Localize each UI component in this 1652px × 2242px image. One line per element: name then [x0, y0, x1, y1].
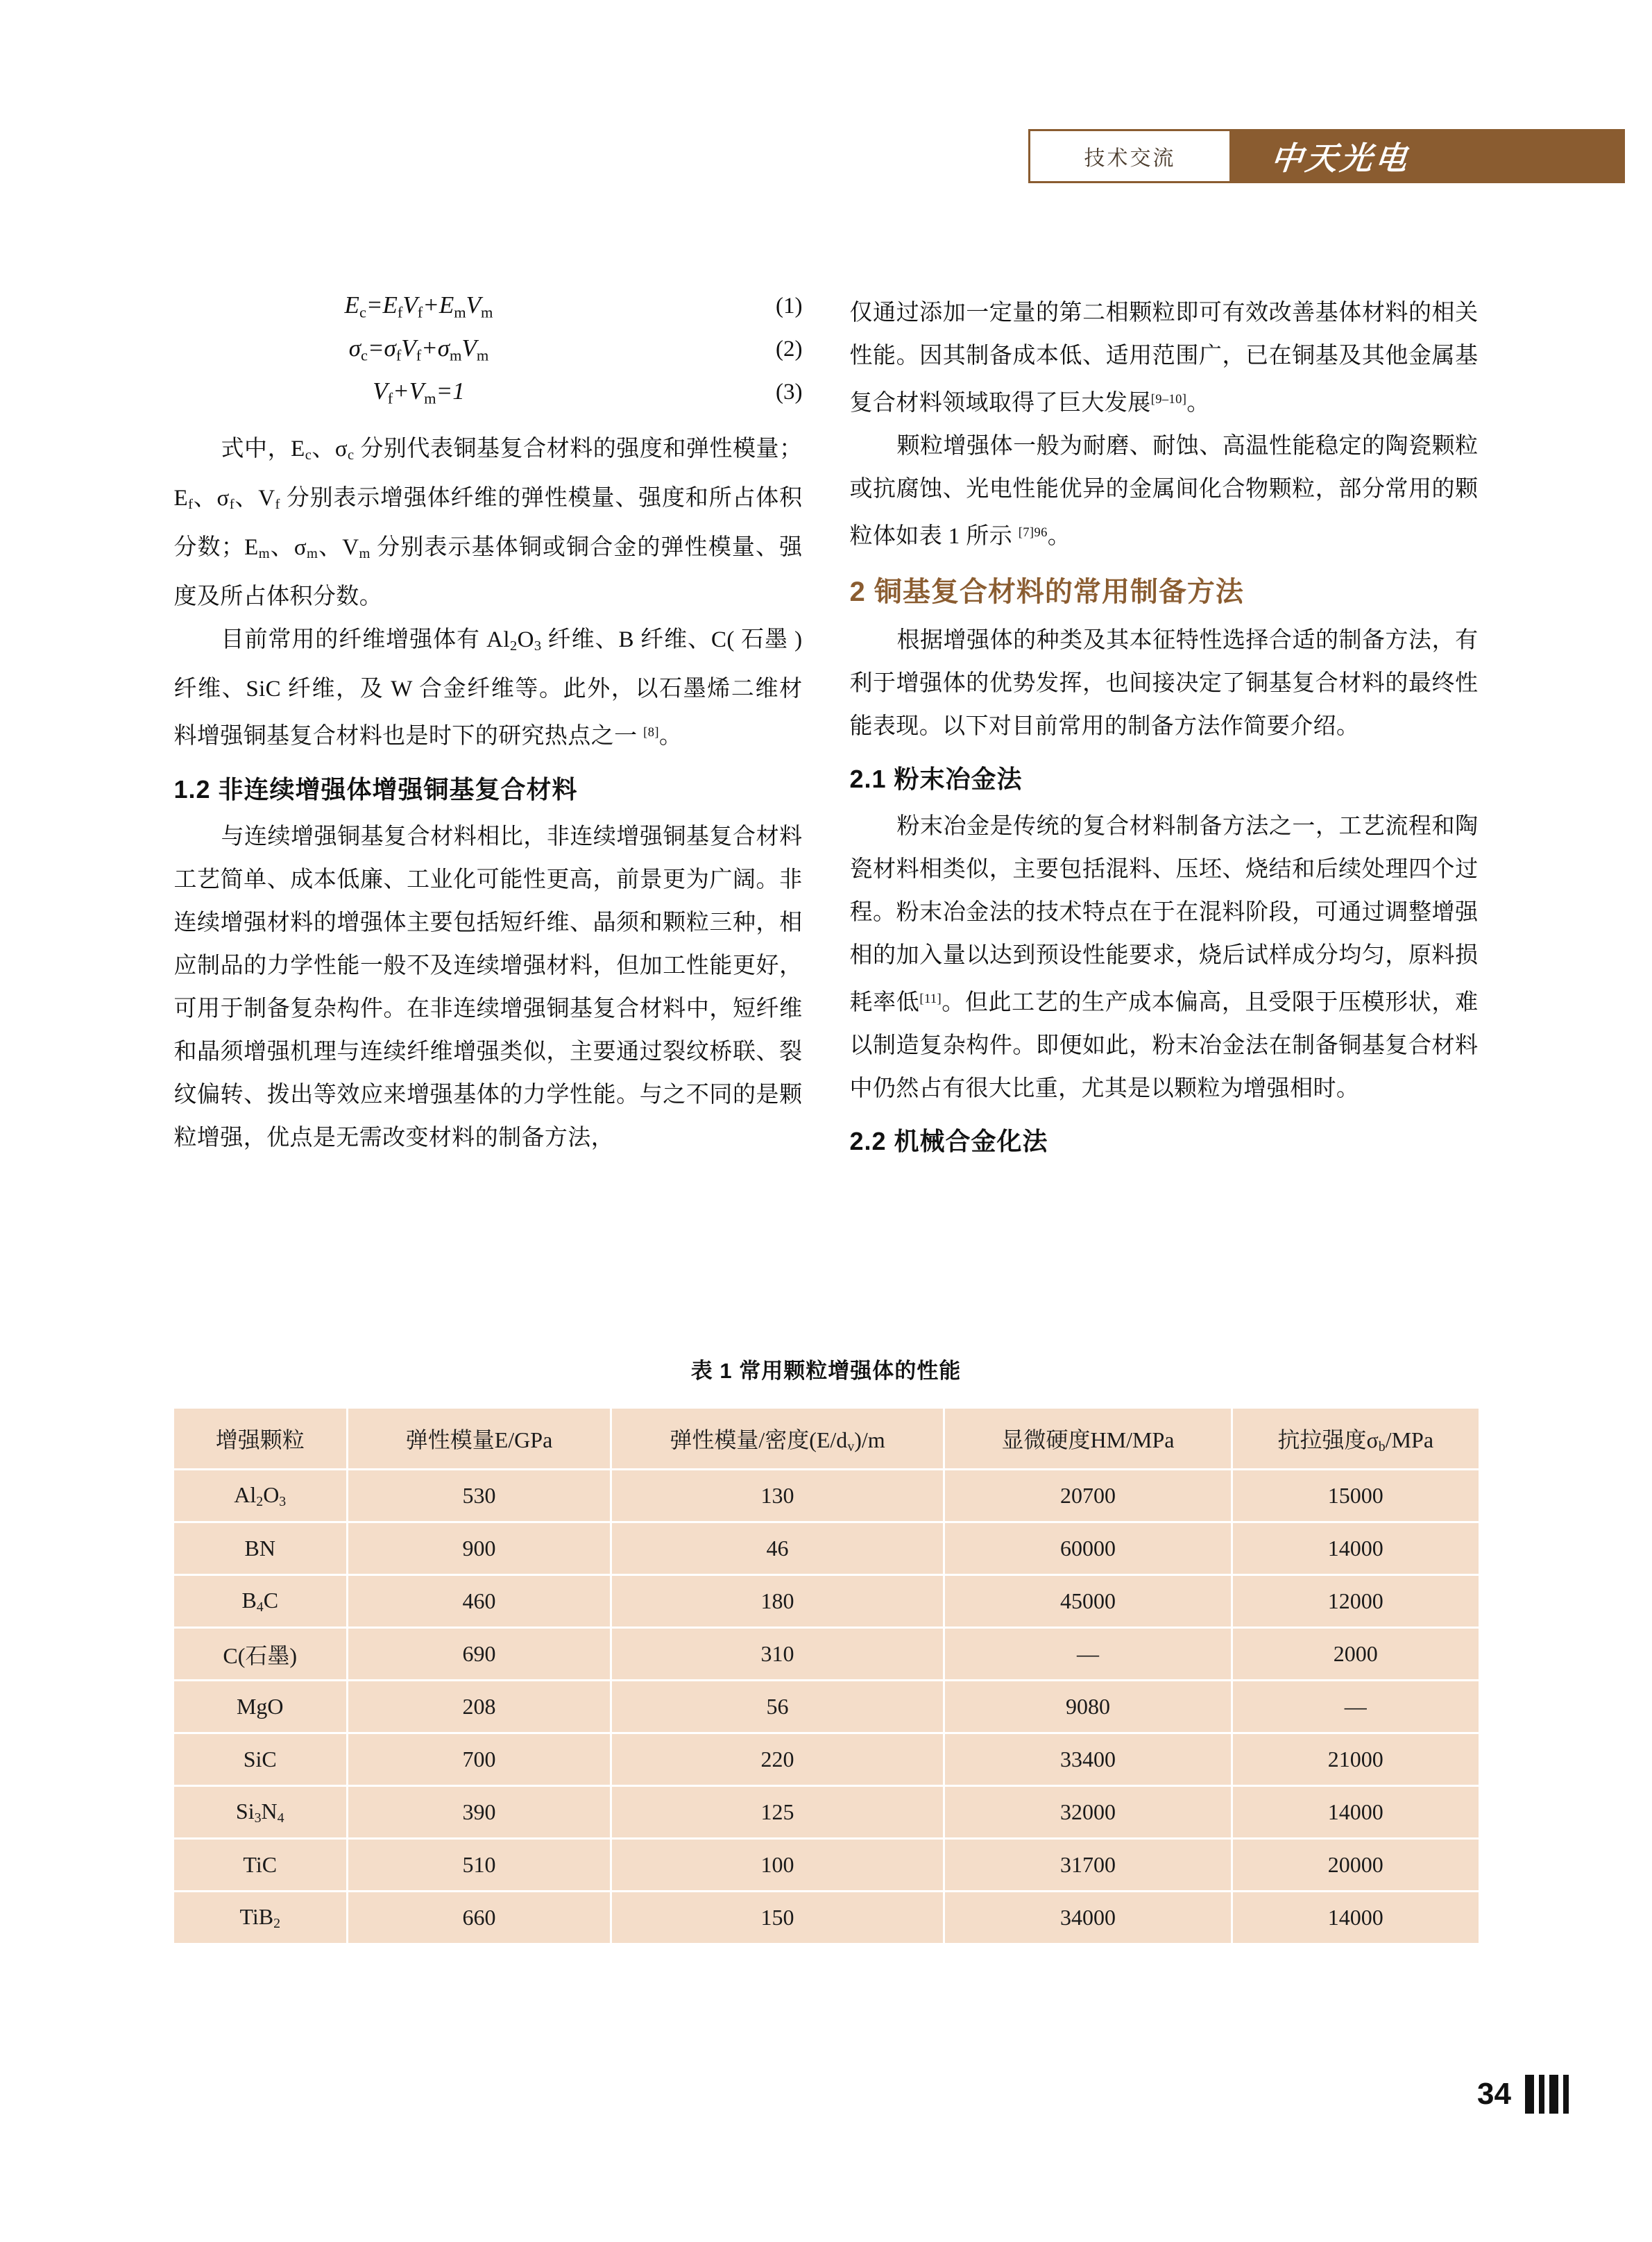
equation-3-body: $V_f+V_m=1$	[373, 377, 465, 407]
cell-modulus: 510	[348, 1839, 611, 1892]
paragraph-second-phase-particles: 仅通过添加一定量的第二相颗粒即可有效改善基体材料的相关性能。因其制备成本低、适用范围广，已在铜基及其他金属基复合材料领域取得了巨大发展[9–10]。	[849, 300, 1479, 416]
heading-section-2: 2 铜基复合材料的常用制备方法	[849, 577, 1244, 608]
cell-microhardness: 33400	[944, 1733, 1232, 1786]
cell-tensile-strength: 21000	[1232, 1733, 1479, 1786]
cell-specific-modulus: 310	[611, 1628, 944, 1681]
table-header-cell: 增强颗粒	[174, 1409, 348, 1470]
page-header	[1028, 129, 1625, 183]
paragraph-fiber-reinforcements: 目前常用的纤维增强体有 $Al_2O_3$ 纤维、B 纤维、C( 石墨 ) 纤维、SiC 纤维，及 W 合金纤维等。此外，以石墨烯二维材料增强铜基复合材料也是时下的研究热点之一 [8]。	[173, 627, 803, 749]
cell-microhardness: 34000	[944, 1892, 1232, 1944]
heading-2-2: 2.2 机械合金化法	[849, 1127, 1048, 1156]
page-content	[0, 291, 1652, 1167]
two-column-layout	[174, 291, 1479, 1167]
table-header-row	[174, 1409, 1479, 1470]
equation-1-body: $E_c=E_fV_f+E_mV_m$	[344, 291, 493, 321]
equation-row	[174, 291, 803, 334]
header-category-label: 技术交流	[1084, 147, 1176, 170]
table-row	[174, 1892, 1479, 1944]
cell-microhardness: 32000	[944, 1786, 1232, 1839]
cell-specific-modulus: 180	[611, 1575, 944, 1628]
cell-tensile-strength: 15000	[1232, 1470, 1479, 1522]
table-header-cell: 弹性模量/密度$(E/d_v)/m$	[611, 1409, 944, 1470]
table-block	[0, 1353, 1652, 1943]
table-row	[174, 1786, 1479, 1839]
table-header-cell: 抗拉强度$\sigma_b$/MPa	[1232, 1409, 1479, 1470]
cell-tensile-strength: 2000	[1232, 1628, 1479, 1681]
cell-modulus: 660	[348, 1892, 611, 1944]
cell-tensile-strength: 14000	[1327, 1905, 1383, 1930]
cell-modulus: 390	[348, 1786, 611, 1839]
heading-1-2: 1.2 非连续增强体增强铜基复合材料	[173, 774, 578, 804]
cell-microhardness: 31700	[944, 1839, 1232, 1892]
page-footer	[0, 2075, 1652, 2114]
cell-specific-modulus: 130	[611, 1470, 944, 1522]
header-category-tag	[1028, 129, 1232, 183]
table-row	[174, 1628, 1479, 1681]
cell-tensile-strength: —	[1232, 1681, 1479, 1733]
cell-modulus: 530	[348, 1470, 611, 1522]
table-header-cell: 显微硬度HM/MPa	[944, 1409, 1232, 1470]
cell-particle: $Si_3N_4$	[174, 1786, 348, 1839]
table-caption: 表 1 常用颗粒增强体的性能	[690, 1359, 962, 1383]
brand-logo-text: 中天光电	[1268, 141, 1412, 176]
left-column	[174, 291, 803, 1167]
equation-row	[174, 377, 803, 421]
table-row	[174, 1733, 1479, 1786]
paragraph-discontinuous-reinforcement: 与连续增强铜基复合材料相比，非连续增强铜基复合材料工艺简单、成本低廉、工业化可能性更高，前景更为广阔。非连续增强材料的增强体主要包括短纤维、晶须和颗粒三种，相应制品的力学性能一般不及连续增强材料，但加工性能更好，可用于制备复杂构件。在非连续增强铜基复合材料中，短纤维和晶须增强机理与连续纤维增强类似，主要通过裂纹桥联、裂纹偏转、拨出等效应来增强基体的力学性能。与之不同的是颗粒增强，优点是无需改变材料的制备方法，	[173, 824, 803, 1150]
equation-block	[174, 291, 803, 421]
right-column	[850, 291, 1479, 1167]
cell-modulus: 900	[348, 1522, 611, 1575]
cell-tensile-strength: 12000	[1232, 1575, 1479, 1628]
cell-particle: $B_4C$	[174, 1575, 348, 1628]
cell-specific-modulus: 100	[611, 1839, 944, 1892]
cell-microhardness: 45000	[944, 1575, 1232, 1628]
table-row	[174, 1575, 1479, 1628]
cell-tensile-strength: 20000	[1232, 1839, 1479, 1892]
cell-microhardness: 9080	[944, 1681, 1232, 1733]
cell-specific-modulus: 46	[611, 1522, 944, 1575]
paragraph-powder-metallurgy: 粉末冶金是传统的复合材料制备方法之一，工艺流程和陶瓷材料相类似，主要包括混料、压坯、烧结和后续处理四个过程。粉末冶金法的技术特点在于在混料阶段，可通过调整增强相的加入量以达到预设性能要求，烧后试样成分均匀，原料损耗率低[11]。但此工艺的生产成本偏高，且受限于压模形状，难以制造复杂构件。即便如此，粉末冶金法在制备铜基复合材料中仍然占有很大比重，尤其是以颗粒为增强相时。	[849, 814, 1479, 1102]
cell-specific-modulus: 150	[611, 1892, 944, 1944]
cell-modulus: 460	[348, 1575, 611, 1628]
equation-2-number: (2)	[776, 337, 803, 362]
cell-tensile-strength: 14000	[1232, 1786, 1479, 1839]
cell-modulus: 700	[348, 1733, 611, 1786]
cell-particle: SiC	[174, 1733, 348, 1786]
equation-2-body: $\sigma_c=\sigma_fV_f+\sigma_mV_m$	[348, 334, 489, 364]
particle-properties-table	[174, 1409, 1479, 1943]
cell-microhardness: 20700	[944, 1470, 1232, 1522]
cell-tensile-strength: 14000	[1232, 1522, 1479, 1575]
heading-2-1: 2.1 粉末冶金法	[849, 765, 1023, 794]
table-row	[174, 1522, 1479, 1575]
cell-particle: BN	[174, 1522, 348, 1575]
footer-bars-icon	[1525, 2075, 1569, 2114]
equation-row	[174, 334, 803, 377]
cell-microhardness: —	[944, 1628, 1232, 1681]
cell-particle: $Al_2O_3$	[174, 1470, 348, 1522]
cell-modulus: 690	[348, 1628, 611, 1681]
cell-specific-modulus: 56	[611, 1681, 944, 1733]
table-body	[174, 1470, 1479, 1944]
table-row	[174, 1470, 1479, 1522]
table-row	[174, 1839, 1479, 1892]
cell-modulus: 208	[348, 1681, 611, 1733]
cell-particle: TiC	[174, 1839, 348, 1892]
paragraph-preparation-method-intro: 根据增强体的种类及其本征特性选择合适的制备方法，有利于增强体的优势发挥，也间接决定了铜基复合材料的最终性能表现。以下对目前常用的制备方法作简要介绍。	[849, 628, 1479, 740]
table-row	[174, 1681, 1479, 1733]
page-number: 34	[1477, 2077, 1511, 2111]
header-brand-bar	[1229, 129, 1625, 183]
cell-particle: TiB$_2$	[174, 1892, 348, 1944]
cell-particle: MgO	[174, 1681, 348, 1733]
table-header-cell: 弹性模量E/GPa	[348, 1409, 611, 1470]
equation-1-number: (1)	[776, 294, 803, 319]
cell-specific-modulus: 125	[611, 1786, 944, 1839]
paragraph-particle-reinforcement-types: 颗粒增强体一般为耐磨、耐蚀、高温性能稳定的陶瓷颗粒或抗腐蚀、光电性能优异的金属间化合物颗粒，部分常用的颗粒体如表 1 所示 $^{[7]96}$。	[849, 434, 1479, 550]
equation-3-number: (3)	[776, 380, 803, 405]
cell-microhardness: 60000	[944, 1522, 1232, 1575]
cell-specific-modulus: 220	[611, 1733, 944, 1786]
cell-particle: C(石墨)	[174, 1628, 348, 1681]
paragraph-symbol-definitions: 式中，$E_c$、$\sigma_c$ 分别代表铜基复合材料的强度和弹性模量；$E_f$、$\sigma_f$、$V_f$ 分别表示增强体纤维的弹性模量、强度和所占体积分数；$E_m$、$\sigma_m$、$V_m$ 分别表示基体铜或铜合金的弹性模量、强度及所占体积分数。	[173, 436, 803, 610]
